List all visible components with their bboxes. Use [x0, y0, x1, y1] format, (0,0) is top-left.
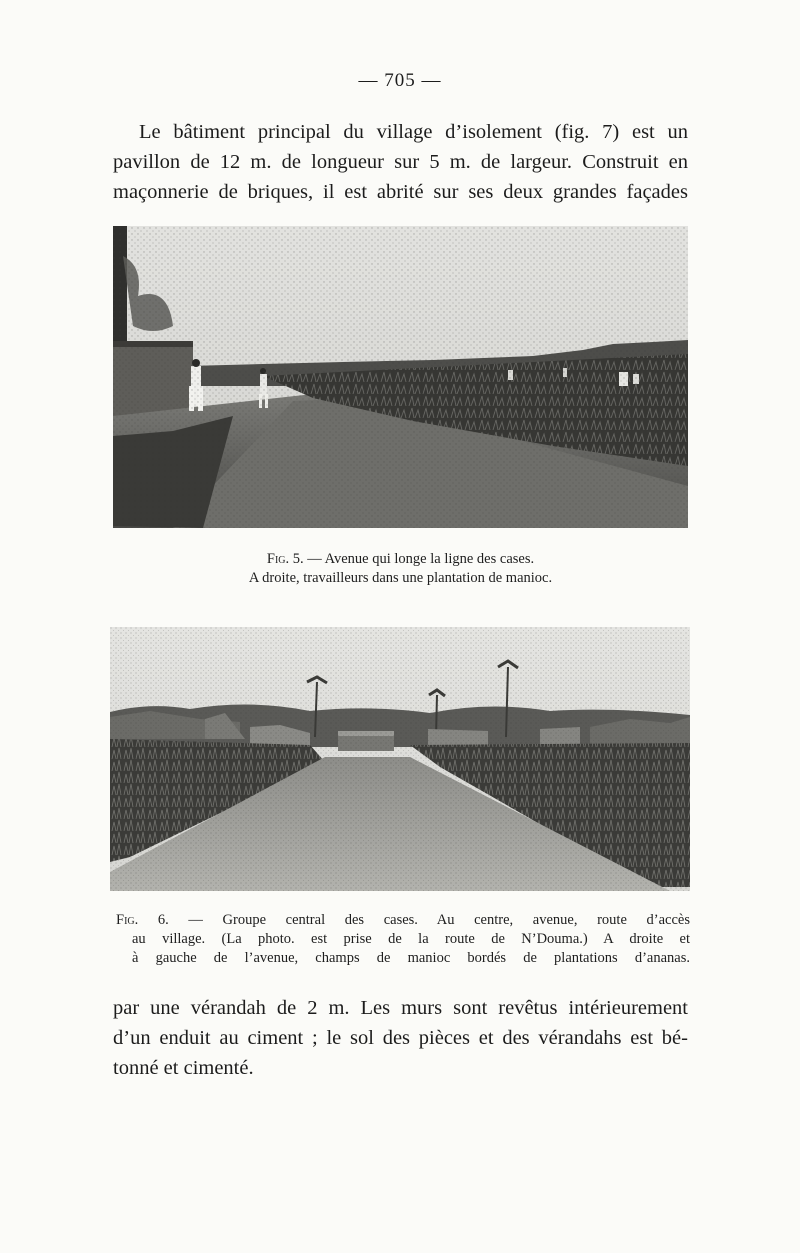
bottom-paragraph-line: tonné et cimenté. [113, 1057, 254, 1079]
figure-6-caption [116, 911, 690, 968]
bottom-paragraph-line: d’un enduit au ciment ; le sol des pièces et des vérandahs est bé- [113, 1027, 688, 1049]
figure-6-photo [110, 627, 690, 891]
top-paragraph-line: pavillon de 12 m. de longueur sur 5 m. de largeur. Construit en [113, 151, 688, 173]
top-paragraph-line: Le bâtiment principal du village d’isolement (fig. 7) est un [139, 121, 688, 143]
figure-5-photo [113, 226, 688, 528]
figure-6-caption-text: — Groupe central des cases. Au centre, avenue, route d’accès [188, 912, 690, 928]
figure-5-caption-text: — Avenue qui longe la ligne des cases. [307, 551, 535, 567]
figure-6-label: Fig. 6. [116, 912, 169, 928]
figure-5-caption [113, 550, 688, 588]
top-paragraph [113, 117, 688, 207]
figure-6-caption-line [116, 911, 690, 930]
figure-5-caption-line: A droite, travailleurs dans une plantation de manioc. [248, 570, 553, 586]
bottom-paragraph-line: par une vérandah de 2 m. Les murs sont revêtus intérieurement [113, 997, 688, 1019]
top-paragraph-line: maçonnerie de briques, il est abrité sur ses deux grandes façades [113, 181, 688, 203]
bottom-paragraph [113, 993, 688, 1083]
figure-5-caption-line [113, 550, 688, 569]
figure-6-caption-line: à gauche de l’avenue, champs de manioc bordés de plantations d’ananas. [132, 950, 690, 966]
page-number: — 705 — [358, 70, 442, 91]
figure-6-caption-line: au village. (La photo. est prise de la route de N’Douma.) A droite et [132, 931, 690, 947]
figure-5-label: Fig. 5. [266, 551, 304, 567]
